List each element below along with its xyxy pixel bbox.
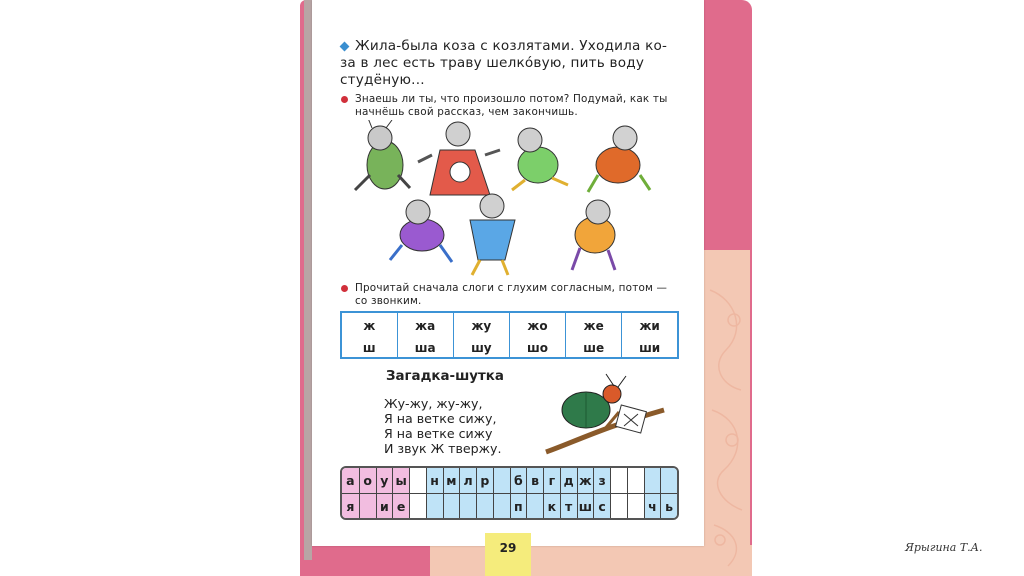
- riddle-title: Загадка-шутка: [386, 369, 504, 384]
- alphabet-cell: [426, 493, 443, 518]
- syllable-cell: ша: [397, 335, 453, 358]
- syllable-cell: жо: [509, 312, 565, 335]
- riddle-line-2: Я на ветке сижу,: [384, 411, 497, 426]
- syllable-cell: жу: [453, 312, 509, 335]
- alphabet-cell: [627, 493, 644, 518]
- syllable-cell: жи: [622, 312, 678, 335]
- goat-4: [588, 126, 650, 192]
- red-bullet-icon: [341, 285, 348, 292]
- alphabet-cell: е: [392, 493, 409, 518]
- alphabet-cell: ь: [660, 493, 677, 518]
- alphabet-cell: [409, 493, 426, 518]
- alphabet-cell: [493, 493, 510, 518]
- alphabet-cell: ы: [392, 468, 409, 493]
- task-line-1: Прочитай сначала слоги с глухим согласным, потом —: [355, 282, 668, 294]
- goat-6: [470, 194, 515, 275]
- alphabet-cell: [610, 493, 627, 518]
- riddle-line-4: И звук Ж твержу.: [384, 441, 502, 456]
- alphabet-cell: ш: [577, 493, 594, 518]
- alphabet-cell: [660, 468, 677, 493]
- goat-2: [418, 122, 500, 195]
- alphabet-cell: [610, 468, 627, 493]
- alphabet-cell: д: [560, 468, 577, 493]
- alphabet-cell: з: [593, 468, 610, 493]
- syllable-cell: же: [566, 312, 622, 335]
- riddle-line-1: Жу-жу, жу-жу,: [384, 396, 483, 411]
- syllable-cell: ш: [362, 340, 376, 355]
- page-edge-shadow: [304, 0, 312, 560]
- syllable-cell: жа: [397, 312, 453, 335]
- alphabet-cell: н: [426, 468, 443, 493]
- goat-5: [390, 200, 452, 262]
- alphabet-cell: г: [543, 468, 560, 493]
- alphabet-cell: м: [443, 468, 460, 493]
- alphabet-cell: п: [510, 493, 527, 518]
- alphabet-cell: р: [476, 468, 493, 493]
- syllables-row-voiced: [341, 312, 678, 335]
- goat-3: [512, 128, 568, 190]
- alphabet-cell: [526, 493, 543, 518]
- alphabet-cell: и: [376, 493, 393, 518]
- red-bullet-icon: [341, 96, 348, 103]
- floral-ornament: [706, 270, 750, 570]
- syllables-row-voiceless: [341, 335, 678, 358]
- riddle-line-3: Я на ветке сижу: [384, 426, 493, 441]
- goat-7: [572, 200, 615, 270]
- story-line-1: Жила-была коза с козлятами. Уходила ко-: [355, 38, 668, 54]
- syllables-table: [340, 311, 679, 359]
- alphabet-cell: я: [342, 493, 359, 518]
- question-line-2: начнёшь свой рассказ, чем закончишь.: [355, 106, 578, 118]
- question-line-1: Знаешь ли ты, что произошло потом? Подумай, как ты: [355, 93, 668, 105]
- syllable-cell: ше: [566, 335, 622, 358]
- alphabet-cell: [627, 468, 644, 493]
- syllable-cell: ши: [622, 335, 678, 358]
- goat-kids-illustration: [340, 120, 658, 278]
- alphabet-cell: [476, 493, 493, 518]
- author-signature: Ярыгина Т.А.: [905, 541, 983, 554]
- alphabet-cell: о: [359, 468, 376, 493]
- alphabet-cell: ч: [644, 493, 661, 518]
- alphabet-cell: у: [376, 468, 393, 493]
- alphabet-cell: в: [526, 468, 543, 493]
- alphabet-cell: [443, 493, 460, 518]
- goat-1: [355, 120, 410, 190]
- alphabet-strip: [340, 466, 679, 520]
- alphabet-cell: [459, 493, 476, 518]
- alphabet-cell: [644, 468, 661, 493]
- story-line-3: студёную...: [340, 72, 425, 88]
- cover-ornament-bottom: [430, 545, 752, 576]
- story-line-2: за в лес есть траву шелко́вую, пить воду: [340, 55, 645, 71]
- task-line-2: со звонким.: [355, 295, 422, 307]
- alphabet-cell: т: [560, 493, 577, 518]
- page-number: 29: [485, 533, 531, 576]
- alphabet-cell: с: [593, 493, 610, 518]
- syllable-cell: шо: [509, 335, 565, 358]
- alphabet-cell: к: [543, 493, 560, 518]
- alphabet-cell: а: [342, 468, 359, 493]
- beetle-on-branch-illustration: [544, 372, 666, 460]
- alphabet-cell: л: [459, 468, 476, 493]
- alphabet-cell: [359, 493, 376, 518]
- syllable-cell: ж: [363, 318, 376, 333]
- alphabet-cell: б: [510, 468, 527, 493]
- alphabet-cell: [409, 468, 426, 493]
- alphabet-cell: ж: [577, 468, 594, 493]
- alphabet-cell: [493, 468, 510, 493]
- syllable-cell: шу: [453, 335, 509, 358]
